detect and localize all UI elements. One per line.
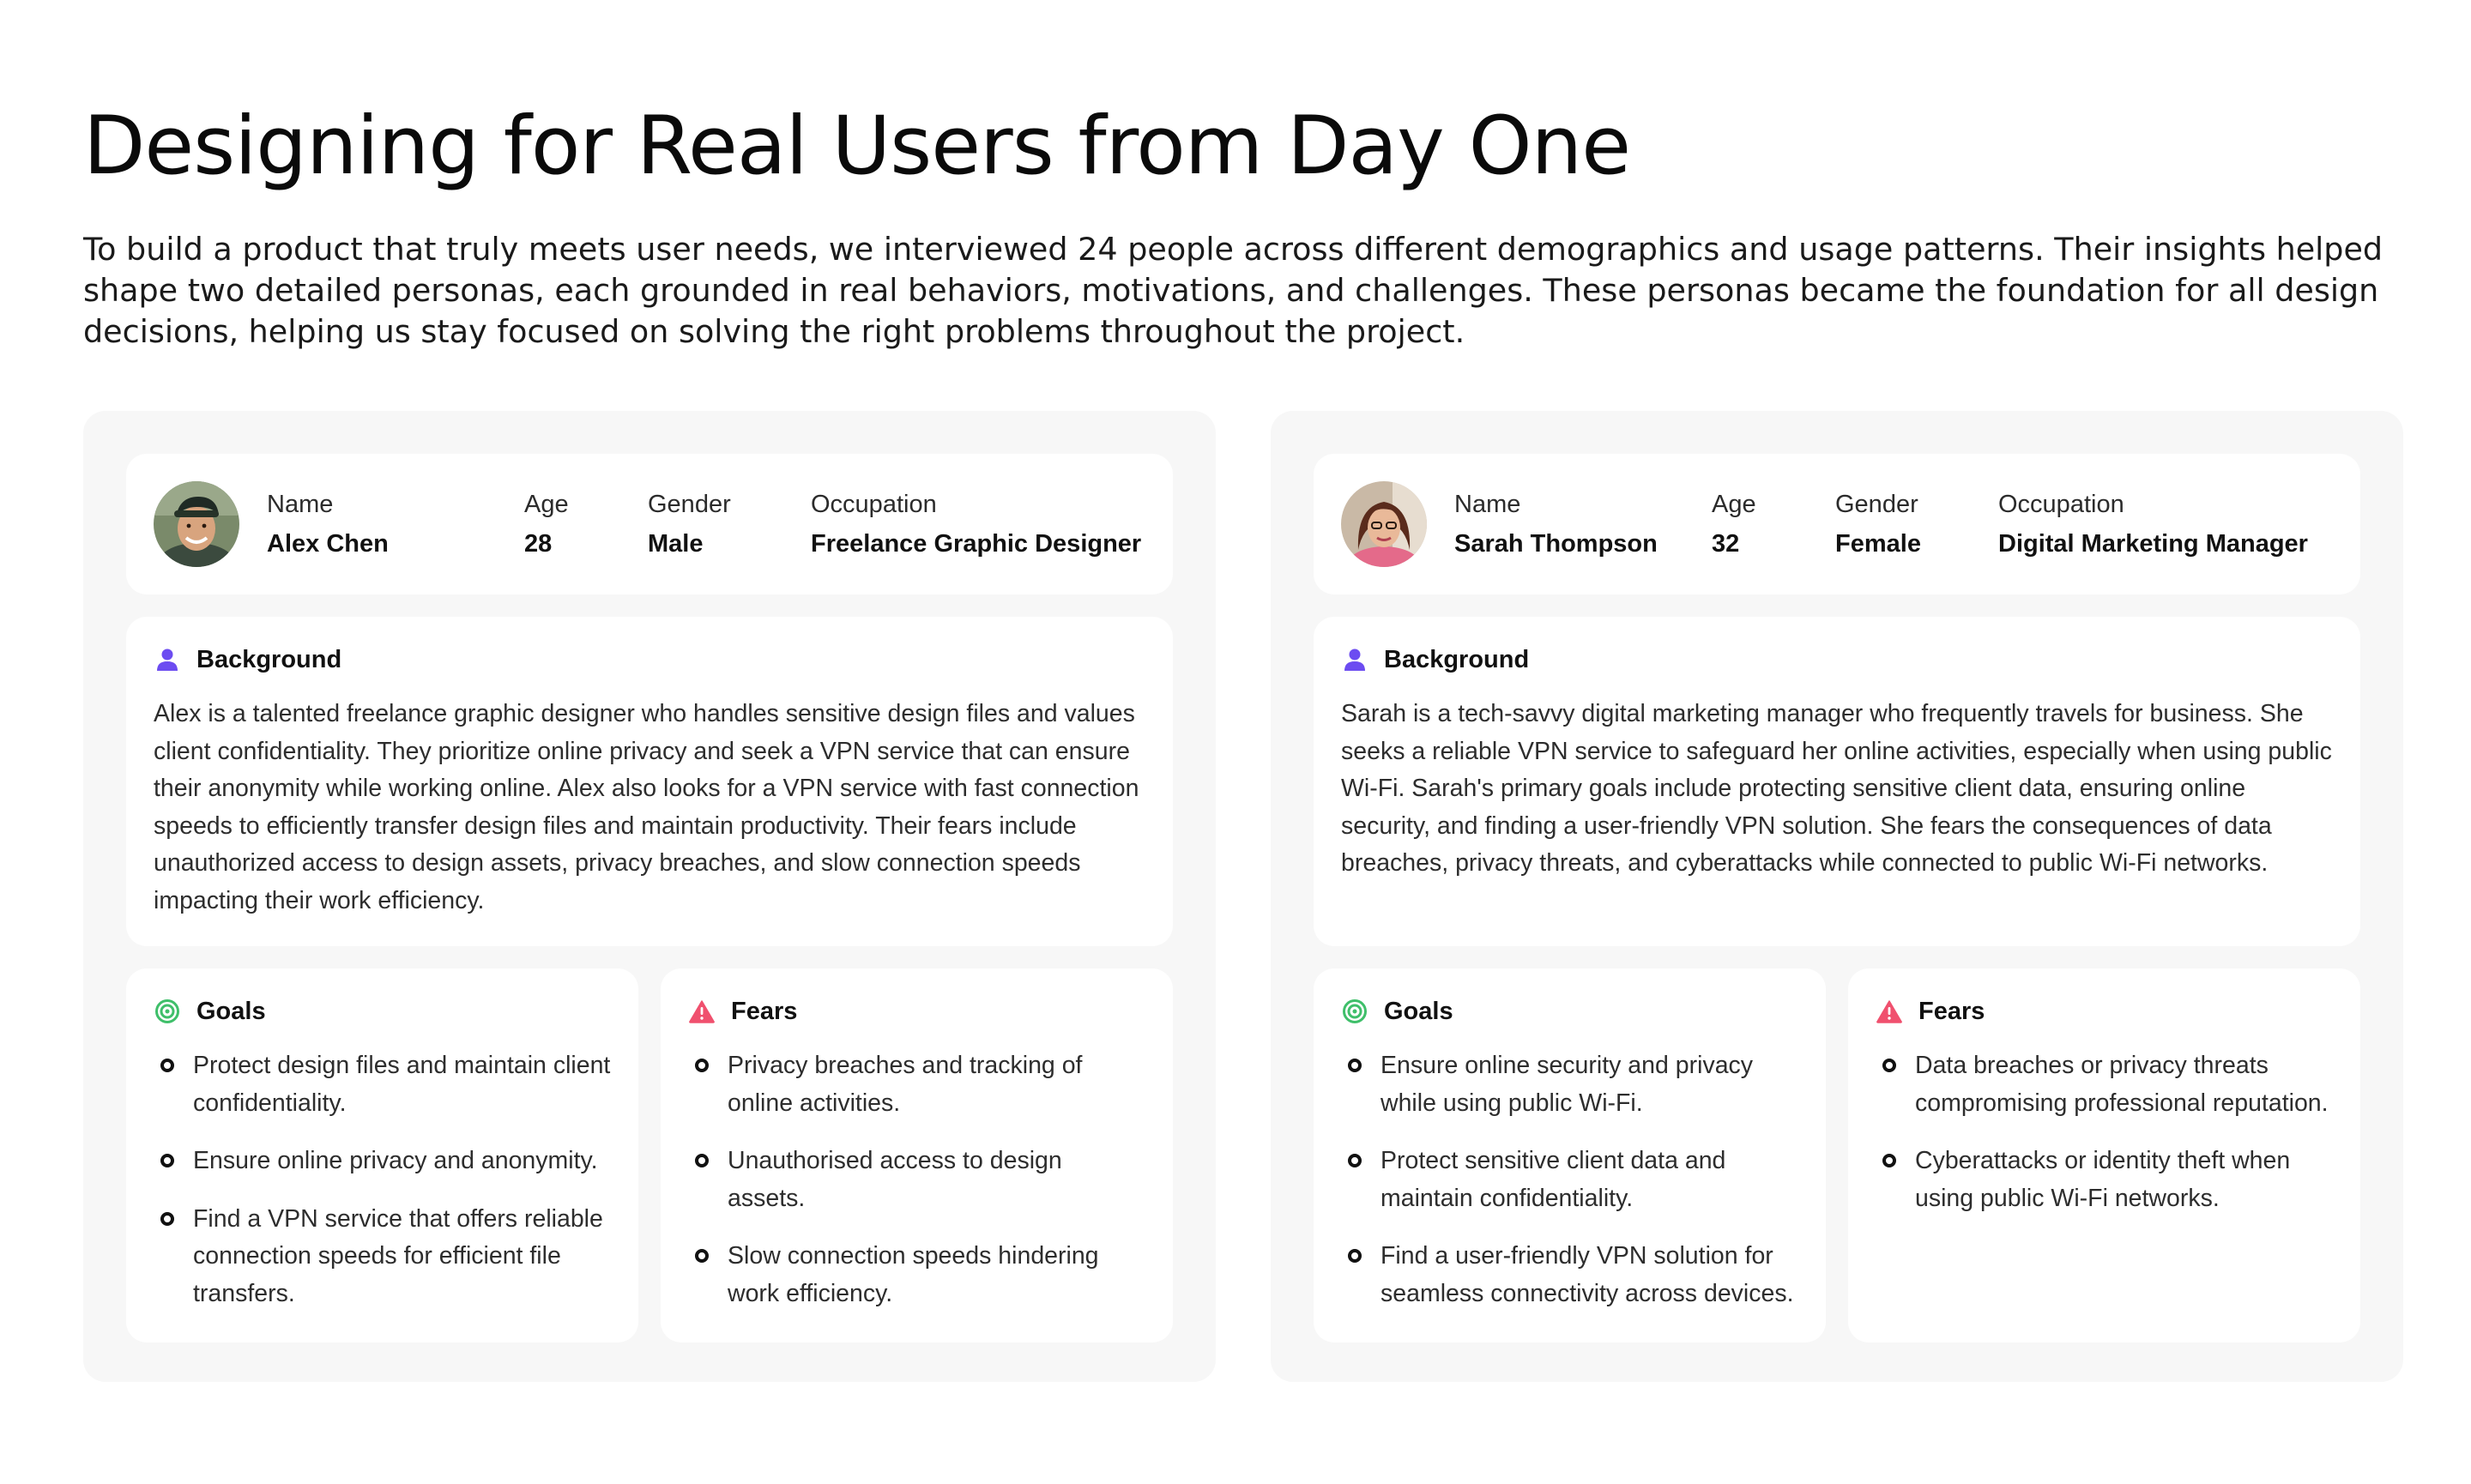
age-value: 28 — [524, 530, 553, 558]
fears-panel — [1848, 968, 2360, 1342]
goal-text: Ensure online security and privacy while using public Wi-Fi. — [1380, 1052, 1754, 1117]
warning-icon — [688, 998, 716, 1025]
goals-panel — [126, 968, 638, 1342]
fears-heading — [688, 994, 1145, 1029]
page-title: Designing for Real Users from Day One — [83, 100, 1631, 193]
target-icon — [154, 998, 181, 1025]
list-item — [688, 1143, 1145, 1217]
background-panel — [126, 617, 1173, 946]
name-label: Name — [1454, 491, 1521, 518]
avatar — [1341, 481, 1427, 567]
fear-text: Cyberattacks or identity theft when using public Wi-Fi networks. — [1915, 1147, 2291, 1212]
occupation-label: Occupation — [811, 491, 937, 518]
field-occupation — [1998, 491, 2308, 558]
profile-panel — [126, 454, 1173, 594]
goals-list — [1341, 1047, 1798, 1312]
gender-value: Male — [648, 530, 704, 558]
person-icon — [1341, 646, 1368, 673]
gender-label: Gender — [1835, 491, 1918, 518]
profile-panel — [1314, 454, 2360, 594]
list-item — [154, 1047, 611, 1122]
goal-text: Find a user-friendly VPN solution for seamless connectivity across devices. — [1380, 1242, 1794, 1307]
background-heading — [1341, 642, 2333, 677]
name-value: Alex Chen — [267, 530, 389, 558]
background-title: Background — [196, 645, 342, 673]
fears-title: Fears — [731, 997, 798, 1025]
background-text: Sarah is a tech-savvy digital marketing manager who frequently travels for business. She seeks a reliable VPN service to safeguard her online activities, especially when using public Wi-Fi. Sarah's primary goals include protecting sensitive client data, ensuring online security, and finding a user-friendly VPN solution. She fears the consequences of data breaches, privacy threats, and cyberattacks while connected to public Wi-Fi networks. — [1341, 700, 2332, 877]
persona-grid — [83, 411, 2403, 1382]
field-age — [1712, 491, 1835, 558]
name-value: Sarah Thompson — [1454, 530, 1658, 558]
goals-fears-row — [1314, 968, 2360, 1342]
persona-card-alex — [83, 411, 1216, 1382]
target-icon — [1341, 998, 1368, 1025]
avatar — [154, 481, 239, 567]
fears-panel — [661, 968, 1173, 1342]
bullet-icon — [1348, 1154, 1362, 1167]
avatar-image — [154, 481, 239, 567]
background-heading — [154, 642, 1145, 677]
list-item — [1876, 1143, 2333, 1217]
list-item — [1876, 1047, 2333, 1122]
goals-list — [154, 1047, 611, 1312]
occupation-value: Freelance Graphic Designer — [811, 530, 1142, 558]
background-title: Background — [1384, 645, 1530, 673]
bullet-icon — [695, 1154, 709, 1167]
list-item — [154, 1143, 611, 1180]
goals-heading — [1341, 994, 1798, 1029]
bullet-icon — [1882, 1059, 1896, 1072]
bullet-icon — [160, 1059, 174, 1072]
fears-list — [688, 1047, 1145, 1312]
fear-text: Data breaches or privacy threats compromising professional reputation. — [1915, 1052, 2329, 1117]
bullet-icon — [695, 1249, 709, 1263]
age-value: 32 — [1712, 530, 1740, 558]
field-age — [524, 491, 648, 558]
fears-list — [1876, 1047, 2333, 1217]
person-icon — [154, 646, 181, 673]
warning-icon — [1876, 998, 1903, 1025]
fear-text: Unauthorised access to design assets. — [728, 1147, 1062, 1212]
name-label: Name — [267, 491, 334, 518]
field-gender — [648, 491, 811, 558]
bullet-icon — [160, 1212, 174, 1226]
goals-panel — [1314, 968, 1826, 1342]
list-item — [688, 1238, 1145, 1312]
field-name — [267, 491, 524, 558]
gender-value: Female — [1835, 530, 1921, 558]
gender-label: Gender — [648, 491, 731, 518]
list-item — [154, 1201, 611, 1313]
background-panel — [1314, 617, 2360, 946]
goal-text: Protect sensitive client data and maintain confidentiality. — [1380, 1147, 1726, 1212]
background-text: Alex is a talented freelance graphic designer who handles sensitive design files and values client confidentiality. They prioritize online privacy and seek a VPN service that can ensure their anonymity while working online. Alex also looks for a VPN service with fast connection speeds to efficiently transfer design files and maintain productivity. Their fears include unauthorized access to design assets, privacy breaches, and slow connection speeds impacting their work efficiency. — [154, 700, 1139, 914]
age-label: Age — [524, 491, 569, 518]
avatar-image — [1341, 481, 1427, 567]
field-gender — [1835, 491, 1998, 558]
bullet-icon — [1882, 1154, 1896, 1167]
list-item — [1341, 1238, 1798, 1312]
occupation-label: Occupation — [1998, 491, 2124, 518]
fears-title: Fears — [1918, 997, 1985, 1025]
fears-heading — [1876, 994, 2333, 1029]
fear-text: Slow connection speeds hindering work efficiency. — [728, 1242, 1099, 1307]
goals-heading — [154, 994, 611, 1029]
goals-title: Goals — [196, 997, 266, 1025]
goal-text: Find a VPN service that offers reliable connection speeds for efficient file transfers. — [193, 1204, 603, 1307]
age-label: Age — [1712, 491, 1756, 518]
bullet-icon — [695, 1059, 709, 1072]
goals-fears-row — [126, 968, 1173, 1342]
persona-card-sarah — [1271, 411, 2403, 1382]
list-item — [1341, 1047, 1798, 1122]
bullet-icon — [160, 1154, 174, 1167]
list-item — [1341, 1143, 1798, 1217]
bullet-icon — [1348, 1059, 1362, 1072]
field-occupation — [811, 491, 1141, 558]
fear-text: Privacy breaches and tracking of online activities. — [728, 1052, 1083, 1117]
intro-paragraph: To build a product that truly meets user needs, we interviewed 24 people across different demographics and usage patterns. Their insights helped shape two detailed personas, each grounded in real behaviors, motivations, and challenges. These personas became the foundation for all design decisions, helping us stay focused on solving the right problems throughout the project. — [83, 231, 2383, 351]
bullet-icon — [1348, 1249, 1362, 1263]
goal-text: Protect design files and maintain client confidentiality. — [193, 1052, 611, 1117]
occupation-value: Digital Marketing Manager — [1998, 530, 2308, 558]
list-item — [688, 1047, 1145, 1122]
field-name — [1454, 491, 1712, 558]
goal-text: Ensure online privacy and anonymity. — [193, 1147, 598, 1174]
goals-title: Goals — [1384, 997, 1453, 1025]
